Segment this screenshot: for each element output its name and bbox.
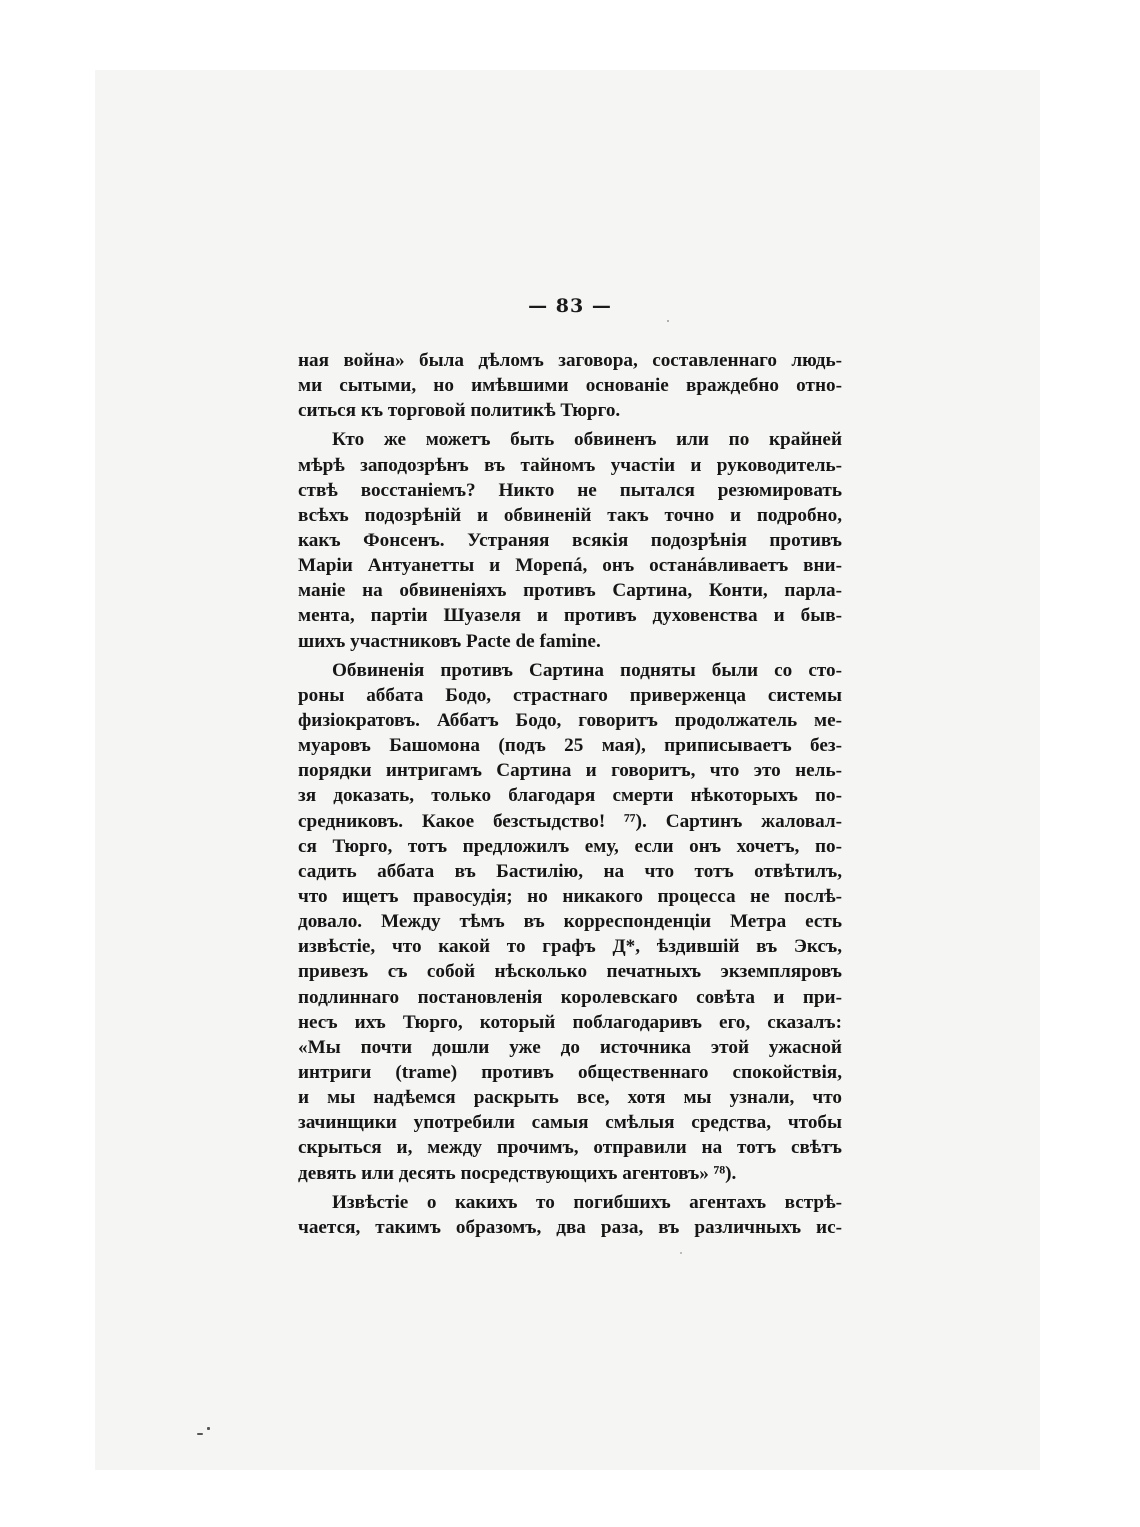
paragraph xyxy=(298,1190,842,1240)
text-line: ствѣ восстаніемъ? Никто не пытался резюмировать xyxy=(298,479,842,501)
paragraph xyxy=(298,348,842,423)
text-line: чается, такимъ образомъ, два раза, въ различныхъ ис- xyxy=(298,1216,842,1238)
text-line: Обвиненія противъ Сартина подняты были со сто- xyxy=(332,659,842,681)
text-line: роны аббата Бодо, страстнаго приверженца системы xyxy=(298,684,842,706)
text-line: что ищетъ правосудія; но никакого процесса не послѣ- xyxy=(298,885,842,907)
text-line: средниковъ. Какое безстыдство! ⁷⁷). Сартинъ жаловал- xyxy=(298,810,842,832)
text-line: всѣхъ подозрѣній и обвиненій такъ точно и подробно, xyxy=(298,504,842,526)
text-line: ситься къ торговой политикѣ Тюрго. xyxy=(298,400,621,422)
text-line: садить аббата въ Бастилію, на что тотъ отвѣтилъ, xyxy=(298,860,842,882)
text-line: девять или десять посредствующихъ агентовъ» ⁷⁸). xyxy=(298,1162,737,1184)
text-line: и мы надѣемся раскрыть все, хотя мы узнали, что xyxy=(298,1087,842,1109)
text-line: «Мы почти дошли уже до источника этой ужасной xyxy=(298,1036,842,1058)
text-line: несъ ихъ Тюрго, который поблагодаривъ его, сказалъ: xyxy=(298,1011,842,1033)
paragraph xyxy=(298,658,842,1186)
paragraph xyxy=(298,427,842,653)
text-line: Кто же можетъ быть обвиненъ или по крайней xyxy=(332,429,842,451)
scan-speck xyxy=(207,1427,210,1430)
text-line: зачинщики употребили самыя смѣлыя средства, чтобы xyxy=(298,1112,842,1134)
text-line: Извѣстіе о какихъ то погибшихъ агентахъ встрѣ- xyxy=(332,1191,842,1213)
text-line: подлиннаго постановленія королевскаго совѣта и при- xyxy=(298,986,842,1008)
scan-speck xyxy=(667,320,669,322)
text-line: интриги (trame) противъ общественнаго спокойствія, xyxy=(298,1061,842,1083)
text-line: какъ Фонсенъ. Устраняя всякія подозрѣнія противъ xyxy=(298,529,842,551)
text-line: маніе на обвиненіяхъ противъ Сартина, Конти, парла- xyxy=(298,580,842,602)
text-line: ная война» была дѣломъ заговора, составленнаго людь- xyxy=(298,350,842,371)
text-line: шихъ участниковъ Pacte de famine. xyxy=(298,630,601,652)
text-line: зя доказать, только благодаря смерти нѣкоторыхъ по- xyxy=(298,785,842,807)
text-line: привезъ съ собой нѣсколько печатныхъ экземпляровъ xyxy=(298,961,842,983)
text-line: Маріи Антуанетты и Морепá, онъ останáвливаетъ вни- xyxy=(298,555,842,577)
text-line: мѣрѣ заподозрѣнъ въ тайномъ участіи и руководитель- xyxy=(298,454,842,476)
text-line: скрыться и, между прочимъ, отправили на тотъ свѣтъ xyxy=(298,1137,842,1159)
text-line: ся Тюрго, тотъ предложилъ ему, если онъ хочетъ, по- xyxy=(298,835,842,857)
text-line: порядки интригамъ Сартина и говоритъ, что это нель- xyxy=(298,760,842,782)
text-line: мента, партіи Шуазеля и противъ духовенства и быв- xyxy=(298,605,842,627)
scan-speck xyxy=(197,1433,203,1435)
page-number: — 83 — xyxy=(528,295,612,317)
text-line: извѣстіе, что какой то графъ Д*, ѣздившій въ Эксъ, xyxy=(298,936,842,958)
scan-speck xyxy=(680,1252,682,1254)
text-line: довало. Между тѣмъ въ корреспонденціи Метра есть xyxy=(298,911,842,933)
text-line: физіократовъ. Аббатъ Бодо, говоритъ продолжатель ме- xyxy=(298,709,842,731)
text-body xyxy=(298,348,842,1240)
text-line: муаровъ Башомона (подъ 25 мая), приписываетъ без- xyxy=(298,735,842,757)
text-line: ми сытыми, но имѣвшими основаніе враждебно отно- xyxy=(298,375,842,397)
